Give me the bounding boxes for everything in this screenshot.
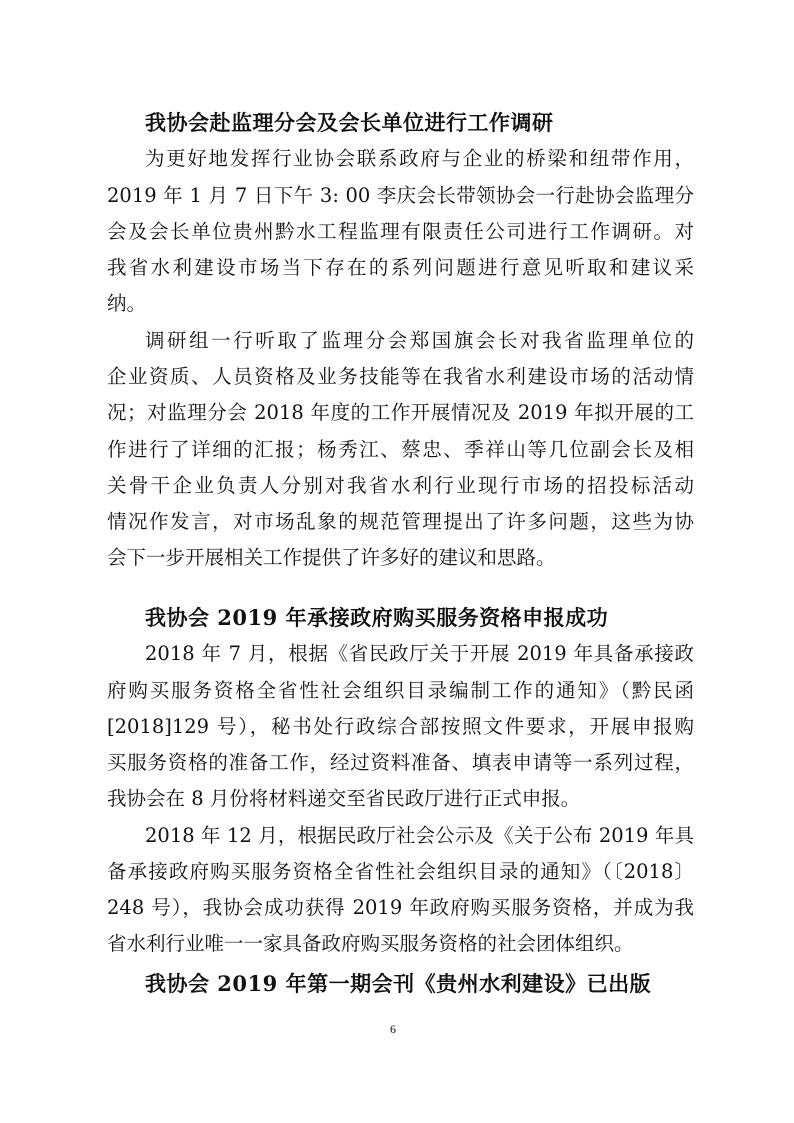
section-3-title: 我协会 2019 年第一期会刊《贵州水利建设》已出版 <box>145 971 652 996</box>
section-1-para-1-line-3: 会及会长单位贵州黔水工程监理有限责任公司进行工作调研。对 <box>107 220 694 243</box>
section-1-para-2-line-5: 关骨干企业负责人分别对我省水利行业现行市场的招投标活动 <box>107 474 694 497</box>
section-1-para-1-line-4: 我省水利建设市场当下存在的系列问题进行意见听取和建议采 <box>107 256 694 279</box>
section-2-para-2-line-3: 248 号），我协会成功获得 2019 年政府购买服务资格，并成为我 <box>107 896 694 919</box>
section-1-para-1-line-5: 纳。 <box>107 292 147 315</box>
section-1-para-1-line-1: 为更好地发挥行业协会联系政府与企业的桥梁和纽带作用， <box>145 147 694 170</box>
section-2-para-1-line-2: 府购买服务资格全省性社会组织目录编制工作的通知》（黔民函 <box>107 679 694 702</box>
section-1-para-2-line-1: 调研组一行听取了监理分会郑国旗会长对我省监理单位的 <box>145 329 694 352</box>
section-2-para-2-line-4: 省水利行业唯一一家具备政府购买服务资格的社会团体组织。 <box>107 932 634 955</box>
section-1-para-2-line-4: 作进行了详细的汇报；杨秀江、蔡忠、季祥山等几位副会长及相 <box>107 438 694 461</box>
section-2-para-1-line-5: 我协会在 8 月份将材料递交至省民政厅进行正式申报。 <box>107 787 581 810</box>
section-1-title: 我协会赴监理分会及会长单位进行工作调研 <box>145 110 554 135</box>
section-1-para-2-line-7: 会下一步开展相关工作提供了许多好的建议和思路。 <box>107 546 556 569</box>
page-number: 6 <box>390 1022 396 1036</box>
section-1-para-2-line-6: 情况作发言，对市场乱象的规范管理提出了许多问题，这些为协 <box>107 510 694 533</box>
section-2-para-2-line-1: 2018 年 12 月，根据民政厅社会公示及《关于公布 2019 年具 <box>145 824 694 847</box>
section-2-para-1-line-4: 买服务资格的准备工作，经过资料准备、填表申请等一系列过程， <box>107 751 694 774</box>
section-2-para-1-line-1: 2018 年 7 月，根据《省民政厅关于开展 2019 年具备承接政 <box>145 642 694 665</box>
section-2-title: 我协会 2019 年承接政府购买服务资格申报成功 <box>145 605 609 630</box>
section-2-para-2-line-2: 备承接政府购买服务资格全省性社会组织目录的通知》（〔2018〕 <box>107 860 694 883</box>
section-1-para-2-line-2: 企业资质、人员资格及业务技能等在我省水利建设市场的活动情 <box>107 365 694 388</box>
section-1-para-1-line-2: 2019 年 1 月 7 日下午 3: 00 李庆会长带领协会一行赴协会监理分 <box>107 184 694 207</box>
section-1-para-2-line-3: 况；对监理分会 2018 年度的工作开展情况及 2019 年拟开展的工 <box>107 401 694 424</box>
section-2-para-1-line-3: [2018]129 号），秘书处行政综合部按照文件要求，开展申报购 <box>107 715 694 738</box>
